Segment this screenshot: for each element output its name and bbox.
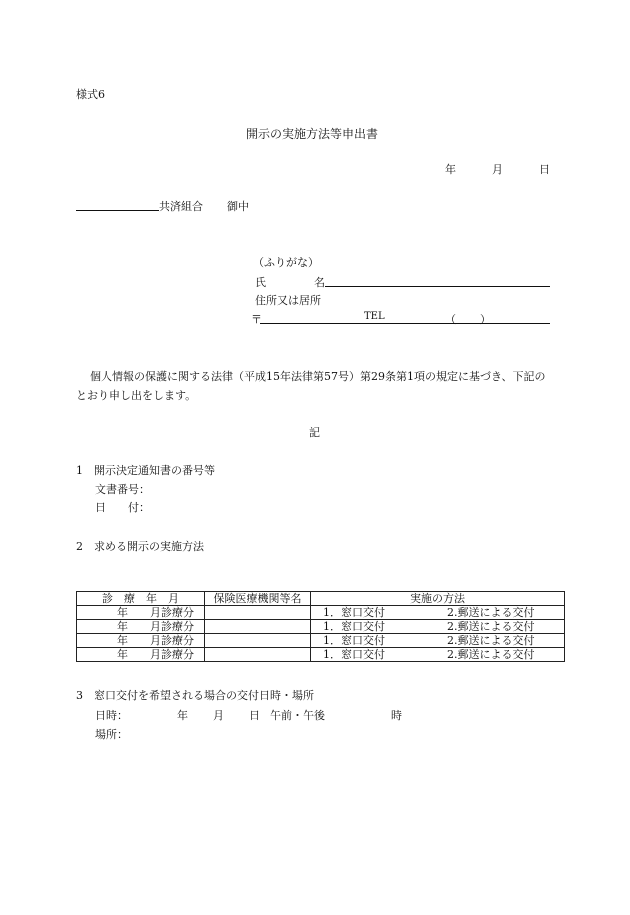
institution-cell[interactable] — [205, 620, 311, 634]
body-text-line-2: とおり申し出をします。 — [76, 389, 197, 402]
method-option-mail[interactable]: 2.郵送による交付 — [447, 648, 535, 661]
method-option-mail[interactable]: 2.郵送による交付 — [447, 634, 535, 647]
section3-heading: 3 窓口交付を希望される場合の交付日時・場所 — [76, 689, 314, 702]
method-option-mail[interactable]: 2.郵送による交付 — [447, 606, 535, 619]
method-cell — [311, 606, 565, 620]
method-option-counter[interactable]: 1．窓口交付 — [323, 634, 385, 647]
name-blank[interactable] — [325, 286, 550, 287]
institution-cell[interactable] — [205, 606, 311, 620]
method-option-mail[interactable]: 2.郵送による交付 — [447, 620, 535, 633]
tel-label: TEL — [364, 311, 385, 322]
table-header-row — [77, 592, 565, 606]
body-text-line-1: 個人情報の保護に関する法律（平成15年法律第57号）第29条第1項の規定に基づき、下記の — [90, 370, 546, 383]
table-row — [77, 606, 565, 620]
address-label: 住所又は居所 — [255, 294, 321, 307]
notice-date-label: 日 付： — [95, 501, 150, 514]
union-name-blank[interactable] — [76, 210, 159, 211]
ki-heading: 記 — [309, 426, 320, 439]
section1-heading: 1 開示決定通知書の番号等 — [76, 464, 215, 477]
addressee-honorific: 御中 — [227, 200, 249, 213]
period-cell[interactable]: 年 月診療分 — [77, 648, 205, 662]
address-tel-blank[interactable] — [260, 323, 550, 324]
addressee-union: 共済組合 — [159, 200, 203, 213]
period-cell[interactable]: 年 月診療分 — [77, 634, 205, 648]
datetime-year: 年 — [177, 709, 188, 722]
table-row — [77, 634, 565, 648]
date-year-label: 年 — [445, 163, 456, 176]
name-label-1: 氏 — [255, 276, 266, 289]
table-row — [77, 648, 565, 662]
name-label-2: 名 — [314, 276, 325, 289]
institution-cell[interactable] — [205, 634, 311, 648]
form-number: 様式6 — [76, 88, 105, 101]
section2-heading: 2 求める開示の実施方法 — [76, 540, 204, 553]
method-option-counter[interactable]: 1．窓口交付 — [323, 648, 385, 661]
table-row — [77, 620, 565, 634]
header-institution: 保険医療機関等名 — [205, 592, 311, 606]
postal-mark: 〒 — [251, 313, 262, 326]
method-cell — [311, 648, 565, 662]
datetime-month: 月 — [213, 709, 224, 722]
page-title: 開示の実施方法等申出書 — [246, 127, 379, 141]
institution-cell[interactable] — [205, 648, 311, 662]
date-month-label: 月 — [492, 163, 503, 176]
method-cell — [311, 620, 565, 634]
header-period: 診 療 年 月 — [77, 592, 205, 606]
furigana-label: （ふりがな） — [253, 256, 319, 269]
period-cell[interactable]: 年 月診療分 — [77, 620, 205, 634]
tel-paren-open: （ — [445, 313, 456, 326]
method-option-counter[interactable]: 1．窓口交付 — [323, 606, 385, 619]
datetime-hour: 時 — [391, 709, 402, 722]
doc-number-label: 文書番号： — [95, 483, 150, 496]
datetime-day: 日 — [249, 709, 260, 722]
method-option-counter[interactable]: 1．窓口交付 — [323, 620, 385, 633]
datetime-ampm: 午前・午後 — [270, 709, 325, 722]
method-cell — [311, 634, 565, 648]
datetime-label: 日時： — [95, 709, 128, 722]
period-cell[interactable]: 年 月診療分 — [77, 606, 205, 620]
header-method: 実施の方法 — [311, 592, 565, 606]
tel-paren-close: ） — [480, 313, 491, 326]
date-day-label: 日 — [539, 163, 550, 176]
place-label: 場所： — [95, 728, 128, 741]
disclosure-method-table — [76, 591, 565, 662]
